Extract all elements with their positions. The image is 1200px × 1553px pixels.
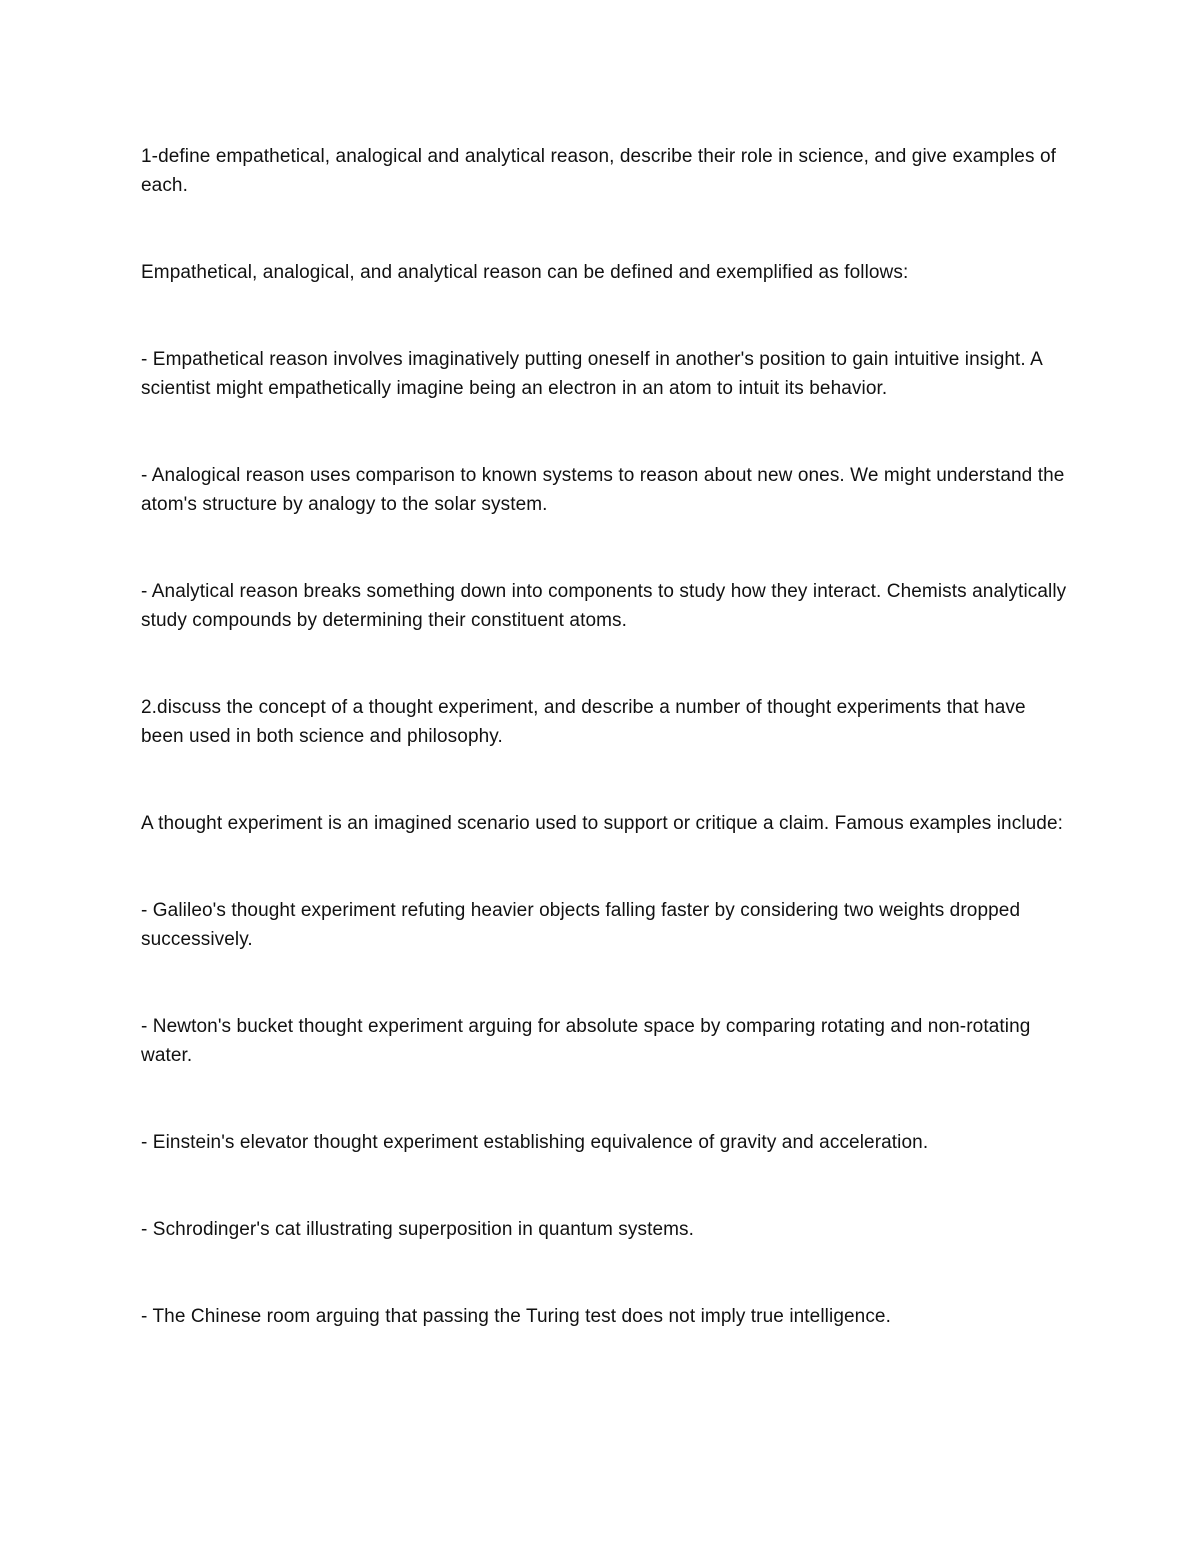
list-item-newton: - Newton's bucket thought experiment arguing for absolute space by comparing rotating and non-rotating water. <box>141 1016 1031 1066</box>
answer-2-intro: A thought experiment is an imagined scenario used to support or critique a claim. Famous examples include: <box>141 813 1064 834</box>
list-item-schrodinger: - Schrodinger's cat illustrating superposition in quantum systems. <box>141 1219 695 1240</box>
question-2-heading: 2.discuss the concept of a thought experiment, and describe a number of thought experiments that have been used in both science and philosophy. <box>141 697 1026 747</box>
list-item-analogical: - Analogical reason uses comparison to known systems to reason about new ones. We might understand the atom's structure by analogy to the solar system. <box>141 465 1065 515</box>
list-item-chinese-room: - The Chinese room arguing that passing the Turing test does not imply true intelligence. <box>141 1306 891 1327</box>
list-item-galileo: - Galileo's thought experiment refuting heavier objects falling faster by considering two weights dropped successively. <box>141 900 1021 950</box>
list-item-einstein: - Einstein's elevator thought experiment establishing equivalence of gravity and acceleration. <box>141 1132 929 1153</box>
list-item-analytical: - Analytical reason breaks something down into components to study how they interact. Chemists analytically study compounds by determining their constituent atoms. <box>141 581 1067 631</box>
document-body <box>141 142 1071 1389</box>
question-1-heading: 1-define empathetical, analogical and analytical reason, describe their role in science, and give examples of each. <box>141 146 1056 196</box>
list-item-empathetical: - Empathetical reason involves imaginatively putting oneself in another's position to gain intuitive insight. A scientist might empathetically imagine being an electron in an atom to intuit its behavior. <box>141 349 1042 399</box>
answer-1-intro: Empathetical, analogical, and analytical reason can be defined and exemplified as follows: <box>141 262 909 283</box>
